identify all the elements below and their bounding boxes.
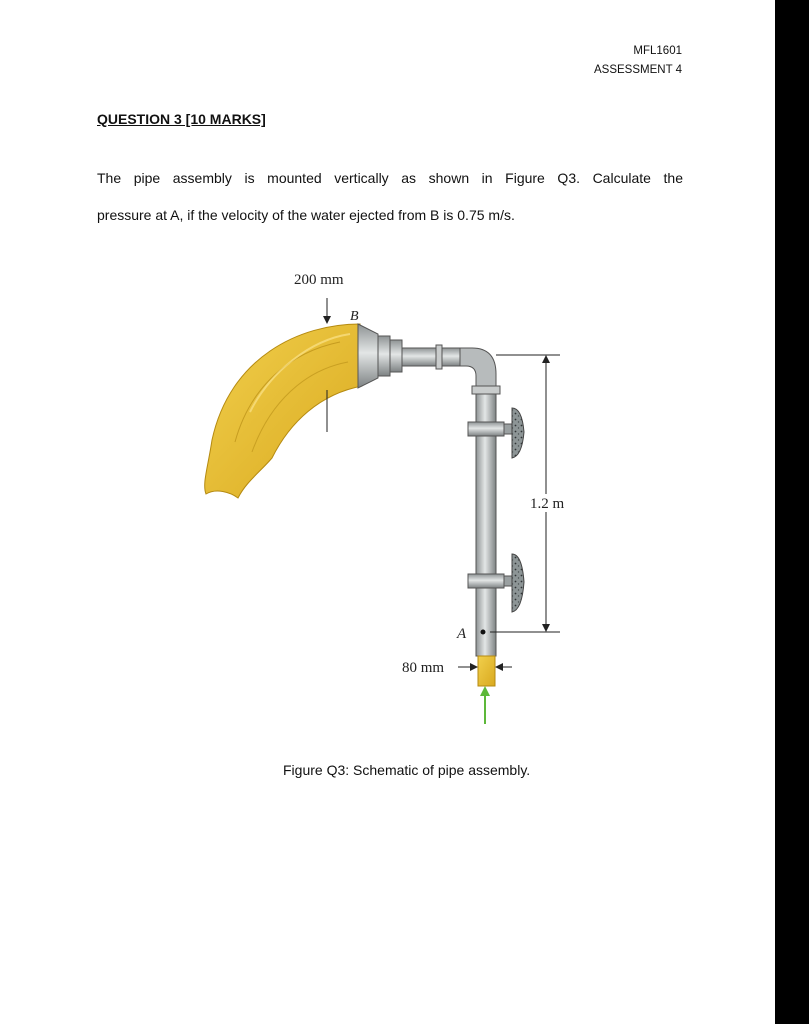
label-200mm: 200 mm: [294, 272, 344, 288]
flow-arrow: [480, 686, 490, 724]
label-1-2m: 1.2 m: [530, 496, 565, 512]
label-a: A: [457, 626, 467, 642]
pipe-elbow: [460, 348, 496, 388]
pipe-coupling: [436, 345, 442, 369]
nozzle-b: [358, 324, 402, 388]
pipe-assembly-figure: [190, 262, 610, 732]
label-80mm: 80 mm: [402, 660, 445, 676]
figure-caption: Figure Q3: Schematic of pipe assembly.: [283, 762, 531, 778]
water-inlet-a: [478, 656, 495, 686]
pipe-flange-top: [472, 386, 500, 394]
assessment-label: ASSESSMENT 4: [594, 64, 682, 76]
point-a-marker: [481, 630, 486, 635]
question-title: QUESTION 3 [10 MARKS]: [97, 111, 266, 127]
water-jet-b: [205, 324, 362, 498]
label-b: B: [350, 309, 359, 324]
dimension-1-2m: [490, 355, 560, 632]
page-header: [594, 42, 682, 80]
course-code: MFL1601: [633, 45, 682, 57]
question-text-line-1: The pipe assembly is mounted vertically as shown in Figure Q3. Calculate the: [97, 170, 683, 186]
horizontal-pipe: [402, 348, 462, 366]
question-text-line-2: pressure at A, if the velocity of the water ejected from B is 0.75 m/s.: [97, 207, 515, 223]
